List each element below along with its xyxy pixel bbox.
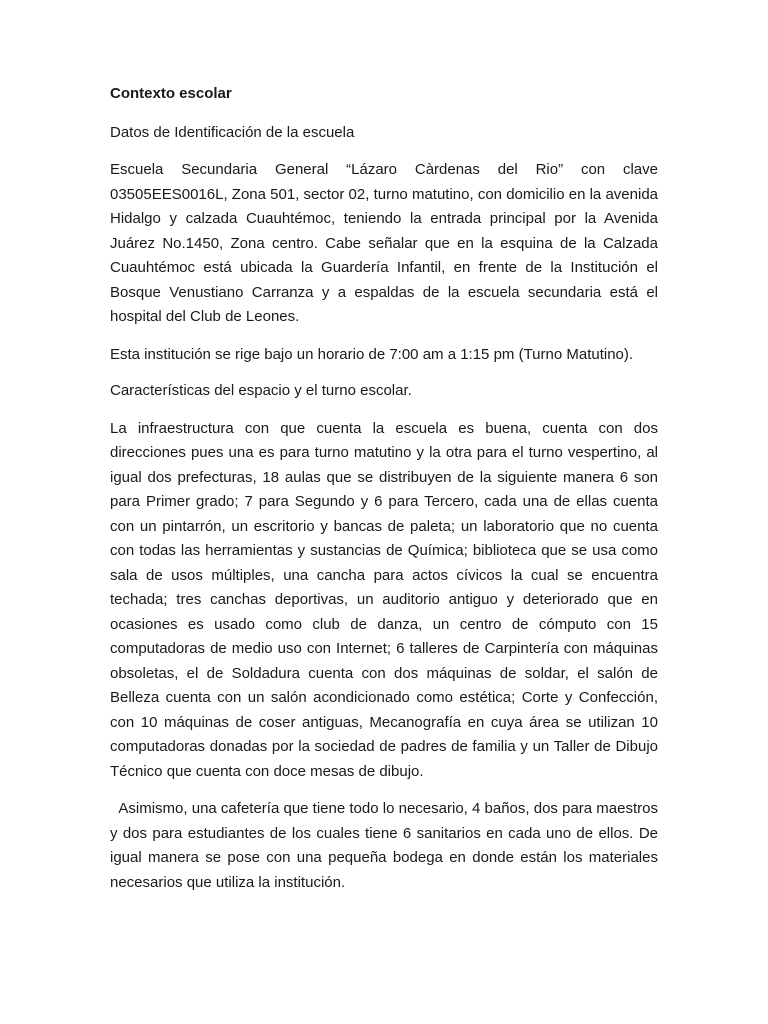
paragraph-facilities: Asimismo, una cafetería que tiene todo lo necesario, 4 baños, dos para maestros y dos para estudiantes de los cuales tiene 6 sanitarios en cada uno de ellos. De igual manera se pose con una pequeña bodega en donde están los materiales necesarios que utiliza la institución. bbox=[110, 800, 663, 891]
document-title: Contexto escolar bbox=[110, 85, 232, 102]
section-heading-space: Características del espacio y el turno escolar. bbox=[110, 382, 412, 399]
document-page bbox=[110, 82, 663, 908]
paragraph-school-details: Escuela Secundaria General “Lázaro Càrdenas del Rio” con clave 03505EES0016L, Zona 501, sector 02, turno matutino, con domicilio en la avenida Hidalgo y calzada Cuauhtémoc, teniendo la entrada principal por la Avenida Juárez No.1450, Zona centro. Cabe señalar que en la esquina de la Calzada Cuauhtémoc está ubicada la Guardería Infantil, en frente de la Institución el Bosque Venustiano Carranza y a espaldas de la escuela secundaria está el hospital del Club de Leones. bbox=[110, 161, 658, 325]
paragraph-schedule: Esta institución se rige bajo un horario de 7:00 am a 1:15 pm (Turno Matutino). bbox=[110, 345, 634, 363]
paragraph-infrastructure: La infraestructura con que cuenta la escuela es buena, cuenta con dos direcciones pues una es para turno matutino y la otra para el turno vespertino, al igual dos prefecturas, 18 aulas que se distribuyen de la siguiente manera 6 son para Primer grado; 7 para Segundo y 6 para Tercero, cada una de ellas cuenta con un pintarrón, un escritorio y bancas de paleta; un laboratorio que no cuenta con todas las herramientas y sustancias de Química; biblioteca que se usa como sala de usos múltiples, una cancha para actos cívicos la cual se encuentra techada; tres canchas deportivas, un auditorio antiguo y deteriorado que en ocasiones es usado como club de danza, un centro de cómputo con 15 computadoras de medio uso con Internet; 6 talleres de Carpintería con máquinas obsoletas, el de Soldadura cuenta con dos máquinas de soldar, el salón de Belleza cuenta con un salón acondicionado como estética; Corte y Confección, con 10 máquinas de coser antiguas, Mecanografía en cuya área se utilizan 10 computadoras donadas por la sociedad de padres de familia y un Taller de Dibujo Técnico que cuenta con doce mesas de dibujo. bbox=[110, 419, 658, 780]
section-heading-identification: Datos de Identificación de la escuela bbox=[110, 123, 355, 141]
